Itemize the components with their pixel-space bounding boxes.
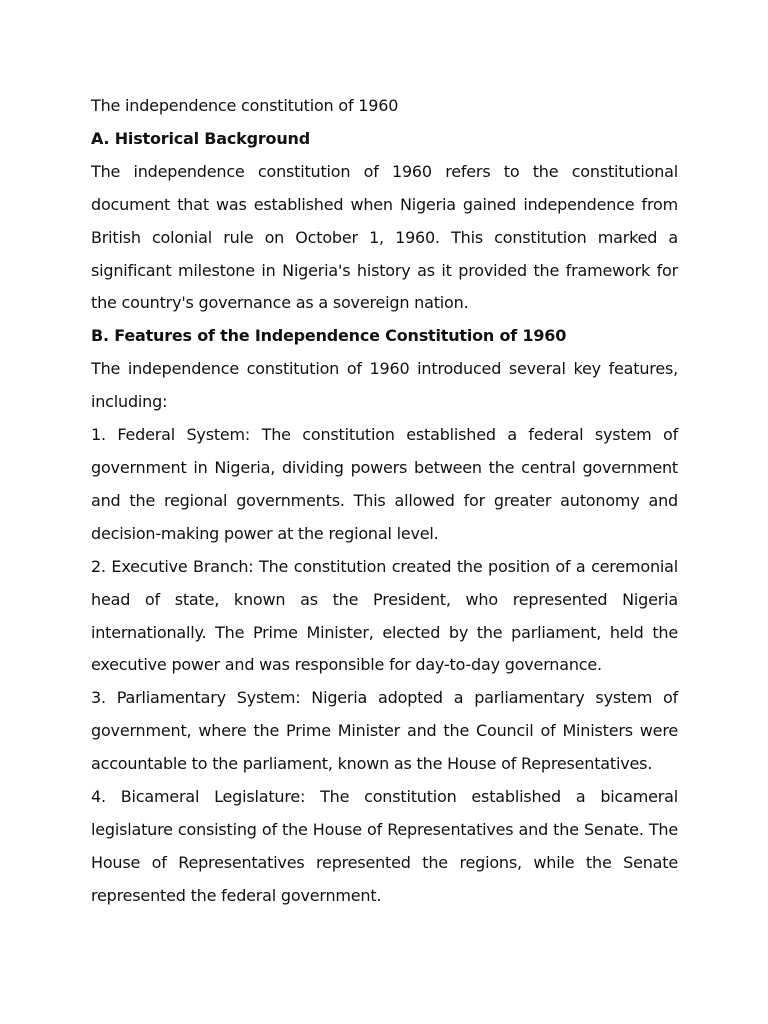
feature-item-bicameral-legislature: 4. Bicameral Legislature: The constitution established a bicameral legislature consisting of the House of Representatives and the Senate. The House of Representatives represented the regions, while the Senate represented the federal government. [91, 787, 678, 905]
feature-item-federal-system: 1. Federal System: The constitution established a federal system of government in Nigeria, dividing powers between the central government and the regional governments. This allowed for greater autonomy and decision-making power at the regional level. [91, 425, 678, 543]
document-page [91, 90, 678, 913]
section-b-intro: The independence constitution of 1960 introduced several key features, including: [91, 359, 678, 412]
document-title: The independence constitution of 1960 [91, 96, 399, 115]
section-a-paragraph: The independence constitution of 1960 refers to the constitutional document that was established when Nigeria gained independence from British colonial rule on October 1, 1960. This constitution marked a significant milestone in Nigeria's history as it provided the framework for the country's governance as a sovereign nation. [91, 161, 678, 313]
feature-item-executive-branch: 2. Executive Branch: The constitution created the position of a ceremonial head of state, known as the President, who represented Nigeria internationally. The Prime Minister, elected by the parliament, held the executive power and was responsible for day-to-day governance. [91, 556, 678, 675]
section-a-heading: A. Historical Background [91, 128, 310, 148]
feature-item-parliamentary-system: 3. Parliamentary System: Nigeria adopted a parliamentary system of government, where the Prime Minister and the Council of Ministers were accountable to the parliament, known as the House of Representatives. [91, 688, 678, 774]
section-b-heading: B. Features of the Independence Constitution of 1960 [91, 326, 567, 346]
